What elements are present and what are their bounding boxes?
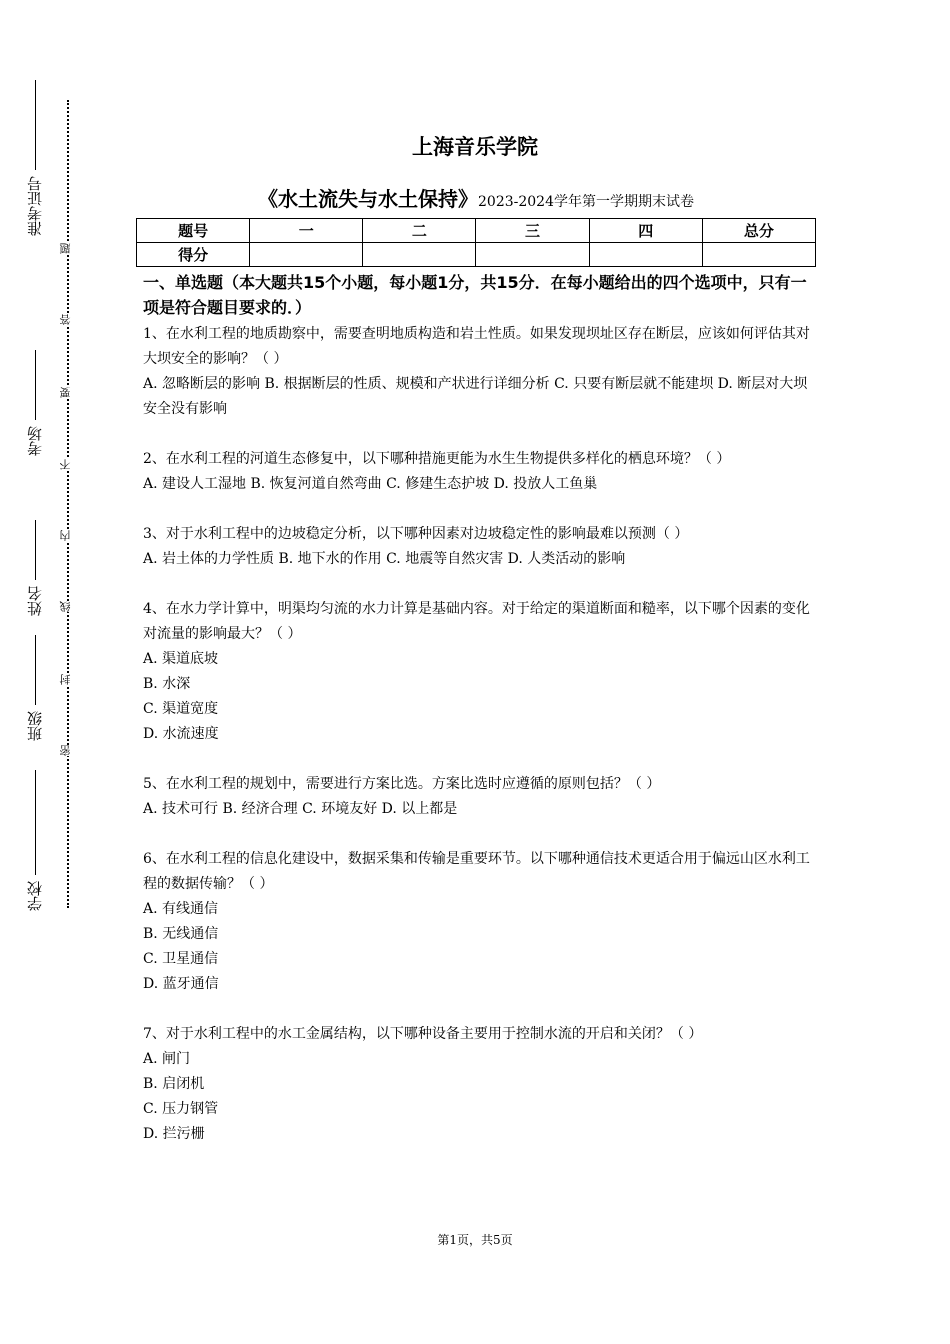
- school-field: [20, 770, 50, 917]
- seal-char: 题: [59, 243, 72, 254]
- name-label: 姓名: [26, 586, 44, 616]
- score-table: [136, 218, 816, 267]
- class-label: 班级: [26, 711, 44, 741]
- question-stem: 1、在水利工程的地质勘察中，需要查明地质构造和岩土性质。如果发现坝址区存在断层，应该如何评估其对大坝安全的影响？（ ）: [143, 326, 810, 367]
- score-cell: [476, 243, 589, 267]
- question-option: C. 渠道宽度: [143, 701, 219, 717]
- score-cell: [363, 243, 476, 267]
- question-options: A. 忽略断层的影响 B. 根据断层的性质、规模和产状进行详细分析 C. 只要有断层就不能建坝 D. 断层对大坝安全没有影响: [143, 376, 808, 417]
- seal-char: 密: [59, 745, 72, 756]
- seal-char: 封: [59, 674, 72, 685]
- seal-char: 内: [59, 530, 72, 541]
- score-table-header-cell: 题号: [137, 219, 250, 243]
- question: [143, 597, 813, 747]
- section-heading: 一、单选题（本大题共15个小题，每小题1分，共15分．在每小题给出的四个选项中，只有一项是符合题目要求的．）: [143, 273, 807, 317]
- question: [143, 322, 813, 422]
- score-table-header-row: [137, 219, 816, 243]
- question-option: C. 压力钢管: [143, 1101, 219, 1117]
- exam-number-label: 准考证号: [26, 176, 44, 236]
- seal-char: 线: [59, 601, 72, 612]
- question-option: B. 启闭机: [143, 1076, 205, 1092]
- exam-number-field: [20, 80, 50, 242]
- score-row-label: 得分: [137, 243, 250, 267]
- course-title: 《水土流失与水土保持》: [258, 187, 478, 211]
- candidate-info-margin: [20, 80, 50, 930]
- question-stem: 2、在水利工程的河道生态修复中，以下哪种措施更能为水生生物提供多样化的栖息环境？（ ）: [143, 451, 731, 467]
- exam-content: [143, 270, 813, 1172]
- class-field: [20, 635, 50, 747]
- exam-term: 2023-2024学年第一学期期末试卷: [478, 194, 694, 210]
- question-options: A. 岩土体的力学性质 B. 地下水的作用 C. 地震等自然灾害 D. 人类活动的影响: [143, 551, 626, 567]
- score-table-header-cell: 三: [476, 219, 589, 243]
- seal-char: 不: [59, 459, 72, 470]
- question-stem: 5、在水利工程的规划中，需要进行方案比选。方案比选时应遵循的原则包括？（ ）: [143, 776, 661, 792]
- question: [143, 772, 813, 822]
- name-field: [20, 520, 50, 622]
- page-number: 第1页，共5页: [437, 1233, 513, 1247]
- question: [143, 522, 813, 572]
- score-cell: [250, 243, 363, 267]
- question-option: B. 无线通信: [143, 926, 219, 942]
- field-underline: [35, 520, 36, 580]
- seal-dotted-line: [67, 100, 69, 908]
- question-option: B. 水深: [143, 676, 191, 692]
- question-options: A. 建设人工湿地 B. 恢复河道自然弯曲 C. 修建生态护坡 D. 投放人工鱼巢: [143, 476, 598, 492]
- field-underline: [35, 350, 36, 420]
- question: [143, 847, 813, 997]
- school-label: 学校: [26, 881, 44, 911]
- score-cell: [589, 243, 702, 267]
- field-underline: [35, 770, 36, 875]
- score-table-score-row: [137, 243, 816, 267]
- question-stem: 4、在水力学计算中，明渠均匀流的水力计算是基础内容。对于给定的渠道断面和糙率，以下哪个因素的变化对流量的影响最大？（ ）: [143, 601, 810, 642]
- question-option: C. 卫星通信: [143, 951, 219, 967]
- question: [143, 447, 813, 497]
- question-stem: 7、对于水利工程中的水工金属结构，以下哪种设备主要用于控制水流的开启和关闭？（ ）: [143, 1026, 703, 1042]
- question-stem: 3、对于水利工程中的边坡稳定分析，以下哪种因素对边坡稳定性的影响最难以预测（ ）: [143, 526, 689, 542]
- exam-title: [136, 183, 816, 212]
- score-table-header-cell: 一: [250, 219, 363, 243]
- score-cell: [702, 243, 815, 267]
- question-stem: 6、在水利工程的信息化建设中，数据采集和传输是重要环节。以下哪种通信技术更适合用于偏远山区水利工程的数据传输？（ ）: [143, 851, 810, 892]
- question-option: A. 渠道底坡: [143, 651, 219, 667]
- field-underline: [35, 635, 36, 705]
- exam-room-field: [20, 350, 50, 462]
- question-option: D. 水流速度: [143, 726, 219, 742]
- seal-char: 要: [59, 387, 72, 398]
- exam-room-label: 考场: [26, 426, 44, 456]
- question-option: D. 拦污栅: [143, 1126, 205, 1142]
- question: [143, 1022, 813, 1147]
- score-table-header-cell: 四: [589, 219, 702, 243]
- question-options: A. 技术可行 B. 经济合理 C. 环境友好 D. 以上都是: [143, 801, 458, 817]
- question-option: D. 蓝牙通信: [143, 976, 219, 992]
- school-name: 上海音乐学院: [412, 135, 538, 159]
- seal-char: 答: [59, 314, 72, 325]
- score-table-header-cell: 总分: [702, 219, 815, 243]
- question-option: A. 闸门: [143, 1051, 191, 1067]
- question-option: A. 有线通信: [143, 901, 219, 917]
- score-table-header-cell: 二: [363, 219, 476, 243]
